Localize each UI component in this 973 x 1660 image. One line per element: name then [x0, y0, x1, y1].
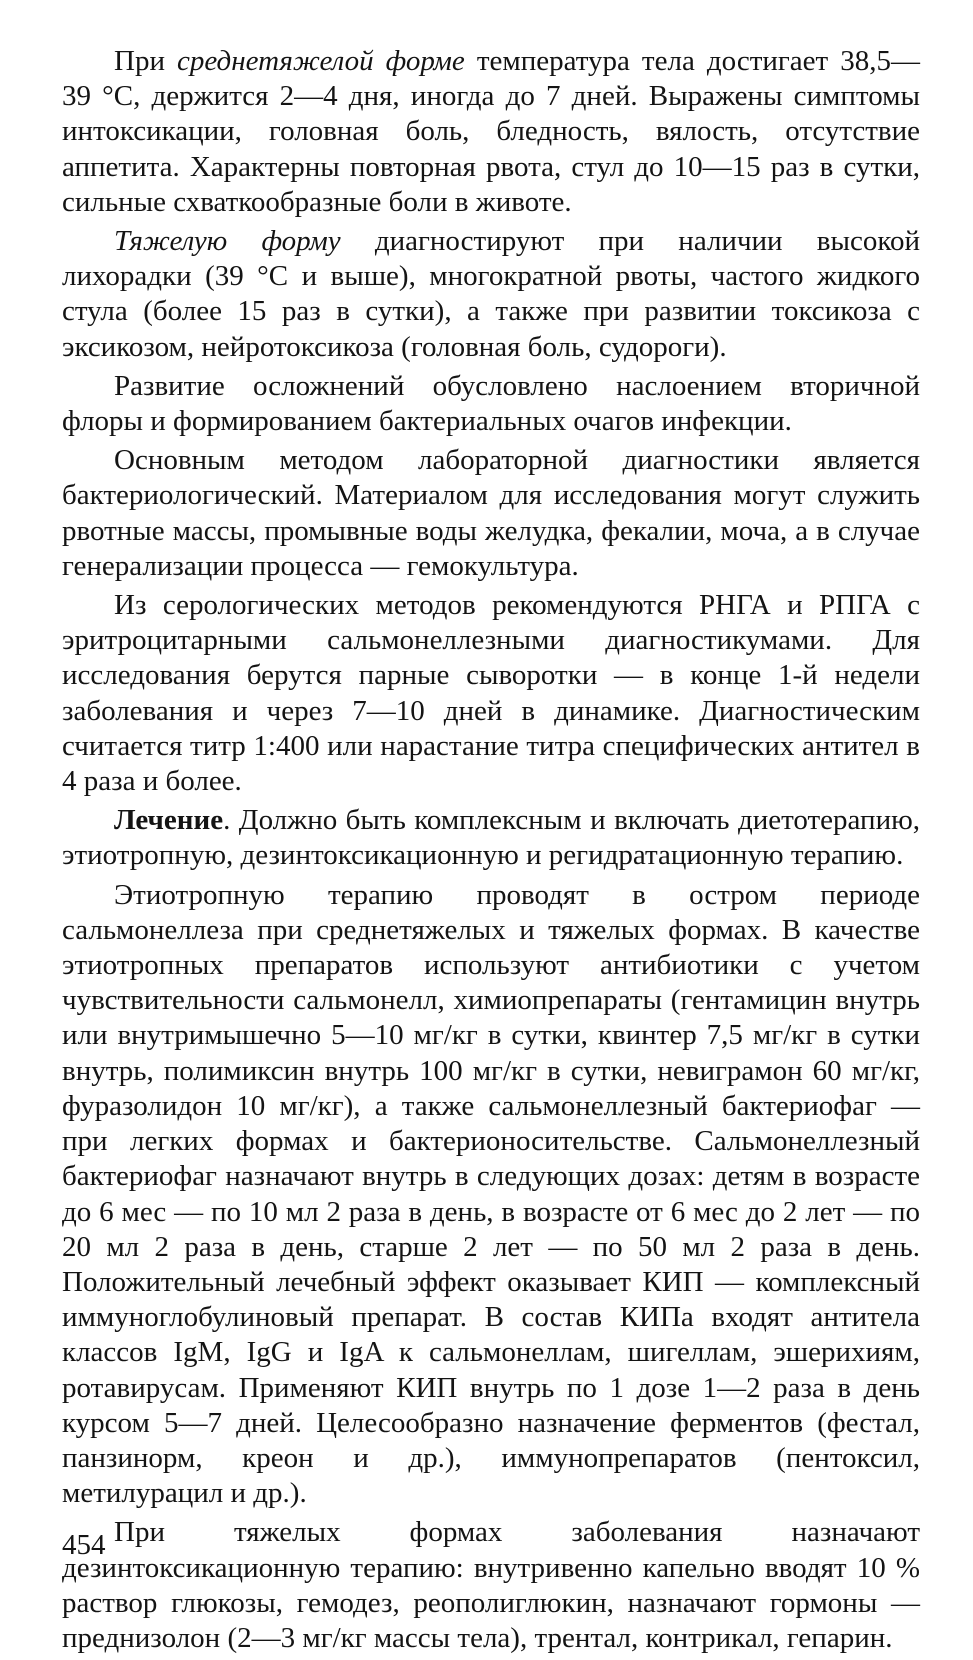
paragraph-moderate-form [62, 44, 920, 220]
paragraph-text: . Должно быть комплексным и включать диетотерапию, этиотропную, дезинтоксикационную и регидратационную терапию. [62, 804, 920, 872]
paragraph-text: При тяжелых формах заболевания назначают дезинтоксикационную терапию: внутривенно капельно вводят 10 % раствор глюкозы, гемодез, реополиглюкин, назначают гормоны — преднизолон (2—3 мг/кг массы тела), трентал, контрикал, гепарин. [62, 1516, 920, 1654]
paragraph-serology [62, 588, 920, 799]
paragraph-text: Из серологических методов рекомендуются РНГА и РПГА с эритроцитарными сальмонеллезными диагностикумами. Для исследования берутся парные сыворотки — в конце 1-й недели заболевания и через 7—10 дней в динамике. Диагностическим считается титр 1:400 или нарастание титра специфических антител в 4 раза и более. [62, 589, 920, 798]
paragraph-text: диагностируют при наличии высокой лихорадки (39 °С и выше), многократной рвоты, частого жидкого стула (более 15 раз в сутки), а также при развитии токсикоза с эксикозом, нейротоксикоза (головная боль, судороги). [62, 225, 920, 363]
section-heading: Лечение [114, 804, 224, 837]
italic-term: Тяжелую форму [114, 225, 341, 258]
paragraph-treatment [62, 803, 920, 873]
paragraph-text: Этиотропную терапию проводят в остром периоде сальмонеллеза при среднетяжелых и тяжелых формах. В качестве этиотропных препаратов используют антибиотики с учетом чувствительности сальмонелл, химиопрепараты (гентамицин внутрь или внутримышечно 5—10 мг/кг в сутки, квинтер 7,5 мг/кг в сутки внутрь, полимиксин внутрь 100 мг/кг в сутки, невиграмон 60 мг/кг, фуразолидон 10 мг/кг), а также сальмонеллезный бактериофаг — при легких формах и бактерионосительстве. Сальмонеллезный бактериофаг назначают внутрь в следующих дозах: детям в возрасте до 6 мес — по 10 мл 2 раза в день, в возрасте от 6 мес до 2 лет — по 20 мл 2 раза в день, старше 2 лет — по 50 мл 2 раза в день. Положительный лечебный эффект оказывает КИП — комплексный иммуноглобулиновый препарат. В состав КИПа входят антитела классов IgM, IgG и IgA к сальмонеллам, шигеллам, эшерихиям, ротавирусам. Применяют КИП внутрь по 1 дозе 1—2 раза в день курсом 5—7 дней. Целесообразно назначение ферментов (фестал, панзинорм, креон и др.), иммунопрепаратов (пентоксил, метилурацил и др.). [62, 878, 920, 1510]
paragraph-lead: При [114, 45, 178, 77]
paragraph-text: температура тела достигает 38,5—39 °С, держится 2—4 дня, иногда до 7 дней. Выражены симптомы интоксикации, головная боль, бледность, вялость, отсутствие аппетита. Характерны повторная рвота, стул до 10—15 раз в сутки, сильные схваткообразные боли в животе. [62, 45, 920, 218]
paragraph-text: Развитие осложнений обусловлено наслоением вторичной флоры и формированием бактериальных очагов инфекции. [62, 369, 920, 438]
paragraph-complications [62, 369, 920, 439]
paragraph-severe-form [62, 224, 920, 365]
document-page [62, 44, 920, 1660]
paragraph-lab-diagnostics [62, 443, 920, 584]
italic-term: среднетяжелой форме [177, 45, 465, 77]
paragraph-detox [62, 1515, 920, 1656]
paragraph-text: Основным методом лабораторной диагностики является бактериологический. Материалом для исследования могут служить рвотные массы, промывные воды желудка, фекалии, моча, а в случае генерализации процесса — гемокультура. [62, 444, 920, 582]
paragraph-etiotropic [62, 878, 920, 1512]
page-number: 454 [62, 1529, 106, 1561]
